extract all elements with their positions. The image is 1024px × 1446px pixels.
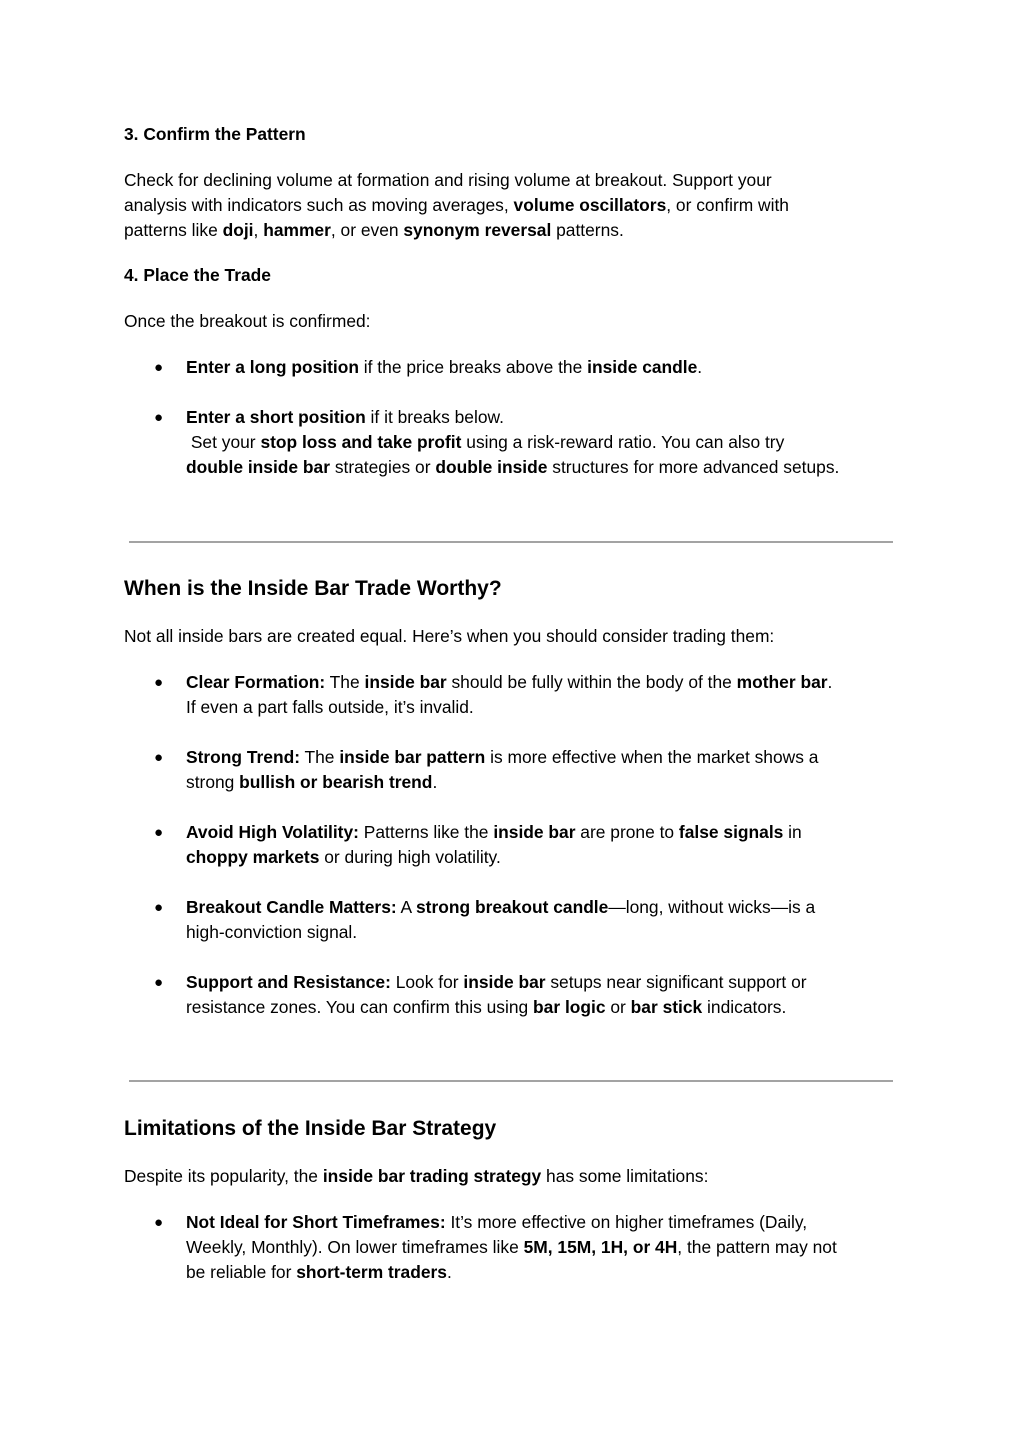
text: are prone to xyxy=(575,822,679,842)
bullet-icon: ● xyxy=(154,749,164,766)
bold-term: inside bar trading strategy xyxy=(322,1166,542,1186)
bold-term: volume oscillators xyxy=(513,195,667,215)
text: Weekly, Monthly). On lower timeframes like xyxy=(186,1237,524,1257)
worthy-intro: Not all inside bars are created equal. Here’s when you should consider trading them: xyxy=(124,626,775,646)
bold-term: bar logic xyxy=(533,997,606,1017)
text: The xyxy=(325,672,365,692)
bold-term: inside bar xyxy=(364,672,447,692)
bold-term: Not Ideal for Short Timeframes: xyxy=(186,1212,446,1232)
bold-term: Enter a long position xyxy=(186,357,359,377)
horizontal-divider xyxy=(129,541,893,543)
bold-term: Support and Resistance: xyxy=(186,972,391,992)
bullet-icon: ● xyxy=(154,899,164,916)
text: . xyxy=(446,1262,452,1282)
bullet-icon: ● xyxy=(154,409,164,426)
text: structures for more advanced setups. xyxy=(547,457,840,477)
text: is more effective when the market shows a xyxy=(485,747,819,767)
text: indicators. xyxy=(702,997,787,1017)
bold-term: double inside bar xyxy=(186,457,330,477)
bold-term: synonym reversal xyxy=(403,220,552,240)
bold-term: double inside xyxy=(435,457,548,477)
step4-intro: Once the breakout is confirmed: xyxy=(124,311,371,331)
text: resistance zones. You can confirm this using xyxy=(186,997,534,1017)
text: if the price breaks above the xyxy=(358,357,588,377)
bullet-icon: ● xyxy=(154,1214,164,1231)
bold-term: inside bar pattern xyxy=(339,747,486,767)
text: If even a part falls outside, it’s invalid. xyxy=(186,697,474,717)
text: using a risk-reward ratio. You can also try xyxy=(461,432,785,452)
list-item xyxy=(186,745,906,795)
list-item xyxy=(186,405,906,480)
bullet-icon: ● xyxy=(154,824,164,841)
list-item xyxy=(186,895,906,945)
list-item xyxy=(186,970,906,1020)
horizontal-divider xyxy=(129,1080,893,1082)
text: . xyxy=(697,357,703,377)
limitations-intro xyxy=(124,1164,904,1189)
bold-term: stop loss and take profit xyxy=(260,432,462,452)
text: in xyxy=(783,822,802,842)
section-heading-worthy: When is the Inside Bar Trade Worthy? xyxy=(124,577,502,600)
text: be reliable for xyxy=(186,1262,297,1282)
list-item xyxy=(186,355,906,380)
bold-term: bullish or bearish trend xyxy=(239,772,433,792)
bold-term: inside candle xyxy=(587,357,698,377)
text: A xyxy=(396,897,417,917)
section-heading-limitations: Limitations of the Inside Bar Strategy xyxy=(124,1117,497,1140)
text: strong xyxy=(186,772,240,792)
text: patterns. xyxy=(551,220,624,240)
text: or during high volatility. xyxy=(319,847,501,867)
text: Despite its popularity, the xyxy=(124,1166,323,1186)
list-item xyxy=(186,670,906,720)
text: if it breaks below. xyxy=(365,407,504,427)
text: should be fully within the body of the xyxy=(446,672,737,692)
text: or xyxy=(605,997,631,1017)
text: Look for xyxy=(390,972,464,992)
text: Patterns like the xyxy=(358,822,494,842)
bold-term: Enter a short position xyxy=(186,407,366,427)
bold-term: strong breakout candle xyxy=(416,897,609,917)
text: . xyxy=(827,672,833,692)
text: —long, without wicks—is a xyxy=(608,897,816,917)
bold-term: inside bar xyxy=(493,822,576,842)
text: , the pattern may not xyxy=(677,1237,837,1257)
bold-term: Breakout Candle Matters: xyxy=(186,897,397,917)
step3-line1: Check for declining volume at formation and rising volume at breakout. Support your xyxy=(124,170,772,190)
list-item xyxy=(186,1210,906,1285)
step4-heading: 4. Place the Trade xyxy=(124,265,271,285)
bold-term: mother bar xyxy=(736,672,828,692)
text: has some limitations: xyxy=(541,1166,709,1186)
text: , or confirm with xyxy=(666,195,789,215)
text: patterns like xyxy=(124,220,223,240)
text: . xyxy=(432,772,438,792)
bold-term: false signals xyxy=(678,822,784,842)
bold-term: 5M, 15M, 1H, or 4H xyxy=(523,1237,678,1257)
text: The xyxy=(300,747,340,767)
text: , or even xyxy=(330,220,404,240)
bullet-icon: ● xyxy=(154,974,164,991)
text: It’s more effective on higher timeframes (Daily, xyxy=(445,1212,808,1232)
text: Set your xyxy=(186,432,261,452)
text: analysis with indicators such as moving averages, xyxy=(124,195,514,215)
bullet-icon: ● xyxy=(154,674,164,691)
bold-term: short-term traders xyxy=(296,1262,447,1282)
text: , xyxy=(253,220,264,240)
bold-term: Strong Trend: xyxy=(186,747,300,767)
bold-term: inside bar xyxy=(463,972,546,992)
text: setups near significant support or xyxy=(545,972,807,992)
list-item xyxy=(186,820,906,870)
bullet-icon: ● xyxy=(154,359,164,376)
bold-term: hammer xyxy=(263,220,331,240)
step3-paragraph xyxy=(124,168,904,243)
text: high-conviction signal. xyxy=(186,922,358,942)
bold-term: Avoid High Volatility: xyxy=(186,822,359,842)
bold-term: bar stick xyxy=(630,997,703,1017)
text: strategies or xyxy=(329,457,436,477)
bold-term: Clear Formation: xyxy=(186,672,326,692)
bold-term: choppy markets xyxy=(186,847,320,867)
bold-term: doji xyxy=(222,220,254,240)
step3-heading: 3. Confirm the Pattern xyxy=(124,124,306,144)
